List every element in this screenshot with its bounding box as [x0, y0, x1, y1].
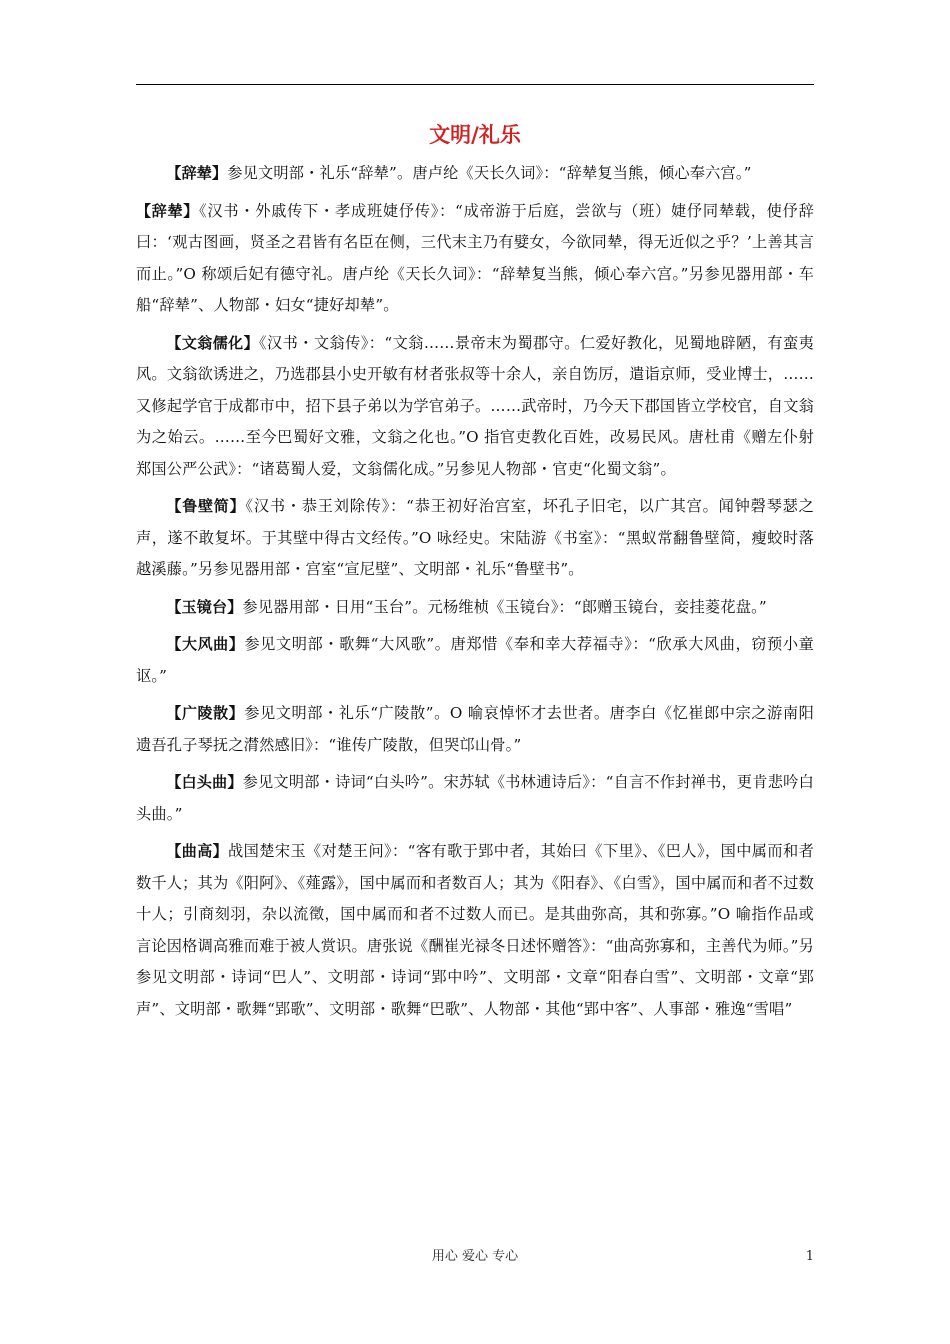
entry	[136, 836, 814, 1025]
entry-body: 参见文明部・礼乐“广陵散”。O 喻哀悼怀才去世者。唐李白《忆崔郎中宗之游南阳遗吾孔子琴抚之潸然感旧》：“谁传广陵散，但哭邙山骨。”	[136, 704, 814, 754]
entry-headword: 【玉镜台】	[166, 597, 243, 616]
entry-headword: 【文翁儒化】	[166, 333, 260, 352]
page-number: 1	[805, 1249, 814, 1264]
entry	[136, 491, 814, 586]
entry-headword: 【白头曲】	[166, 773, 243, 791]
entry	[136, 592, 814, 624]
entry	[136, 629, 814, 692]
entry-headword: 【鲁壁简】	[166, 497, 246, 515]
entry	[136, 698, 814, 761]
entry-headword: 【辞辇】	[166, 164, 228, 182]
entry-headword: 【辞辇】	[136, 201, 200, 220]
entry	[136, 158, 814, 190]
entry-body: 《汉书・文翁传》：“文翁……景帝末为蜀郡守。仁爱好教化，见蜀地辟陋，有蛮夷风。文翁欲诱进之，乃选郡县小史开敏有材者张叔等十余人，亲自饬厉，遣诣京师，受业博士，……又修起学官于成都市中，招下县子弟以为学官弟子。……武帝时，乃今天下郡国皆立学校官，自文翁为之始云。……至今巴蜀好文雅，文翁之化也。”O 指官吏教化百姓，改易民风。唐杜甫《赠左仆射郑国公严公武》：“诸葛蜀人爱，文翁儒化成。”另参见人物部・官吏“化蜀文翁”。	[136, 333, 814, 478]
entry	[136, 767, 814, 830]
entry-body: 参见文明部・礼乐“辞辇”。唐卢纶《天长久词》：“辞辇复当熊，倾心奉六宫。”	[227, 164, 752, 182]
entry	[136, 328, 814, 486]
entry-headword: 【广陵散】	[166, 704, 245, 722]
entry-body: 《汉书・外戚传下・孝成班婕伃传》：“成帝游于后庭，尝欲与（班）婕伃同辇载，使伃辞曰：‘观古图画，贤圣之君皆有名臣在侧，三代末主乃有嬖女，今欲同辇，得无近似之乎？’上善其言而止。”O 称颂后妃有德守礼。唐卢纶《天长久词》：“辞辇复当熊，倾心奉六宫。”另参见器用部・车船“辞辇”、人物部・妇女“捷好却辇”。	[136, 201, 814, 314]
entry-headword: 【曲高】	[166, 842, 229, 860]
entry	[136, 196, 814, 322]
entry-body: 《汉书・恭王刘除传》：“恭王初好治宫室，坏孔子旧宅，以广其宫。闻钟磬琴瑟之声，遂不敢复坏。于其壁中得古文经传。”O 咏经史。宋陆游《书室》：“黑蚁常翻鲁壁简，瘦蛟时落越溪藤。”另参见器用部・宫室“宣尼壁”、文明部・礼乐“鲁壁书”。	[136, 497, 814, 578]
page-title: 文明/礼乐	[429, 123, 521, 147]
entry-body: 参见器用部・日用“玉台”。元杨维桢《玉镜台》：“郎赠玉镜台，妾挂菱花盘。”	[242, 597, 767, 616]
header-rule	[136, 84, 814, 85]
entry-body: 参见文明部・歌舞“大风歌”。唐郑惜《奉和幸大荐福寺》：“欣承大风曲，窃预小童讴。”	[136, 635, 814, 685]
page-footer: 用心 爱心 专心	[431, 1249, 519, 1264]
entry-list	[136, 158, 814, 1031]
entry-body: 参见文明部・诗词“白头吟”。宋苏轼《书林逋诗后》：“自言不作封禅书，更肯悲吟白头曲。”	[136, 773, 814, 823]
entry-headword: 【大风曲】	[166, 635, 245, 653]
entry-body: 战国楚宋玉《对楚王问》：“客有歌于郢中者，其始曰《下里》、《巴人》，国中属而和者数千人；其为《阳阿》、《薤露》，国中属而和者数百人；其为《阳春》、《白雪》，国中属而和者不过数十人；引商刻羽，杂以流徵，国中属而和者不过数人而已。是其曲弥高，其和弥寡。”O 喻指作品或言论因格调高雅而难于被人赏识。唐张说《酬崔光禄冬日述怀赠答》：“曲高弥寡和，主善代为师。”另参见文明部・诗词“巴人”、文明部・诗词“郢中吟”、文明部・文章“阳春白雪”、文明部・文章“郢声”、文明部・歌舞“郢歌”、文明部・歌舞“巴歌”、人物部・其他“郢中客”、人事部・雅逸“雪唱”	[136, 842, 814, 1018]
